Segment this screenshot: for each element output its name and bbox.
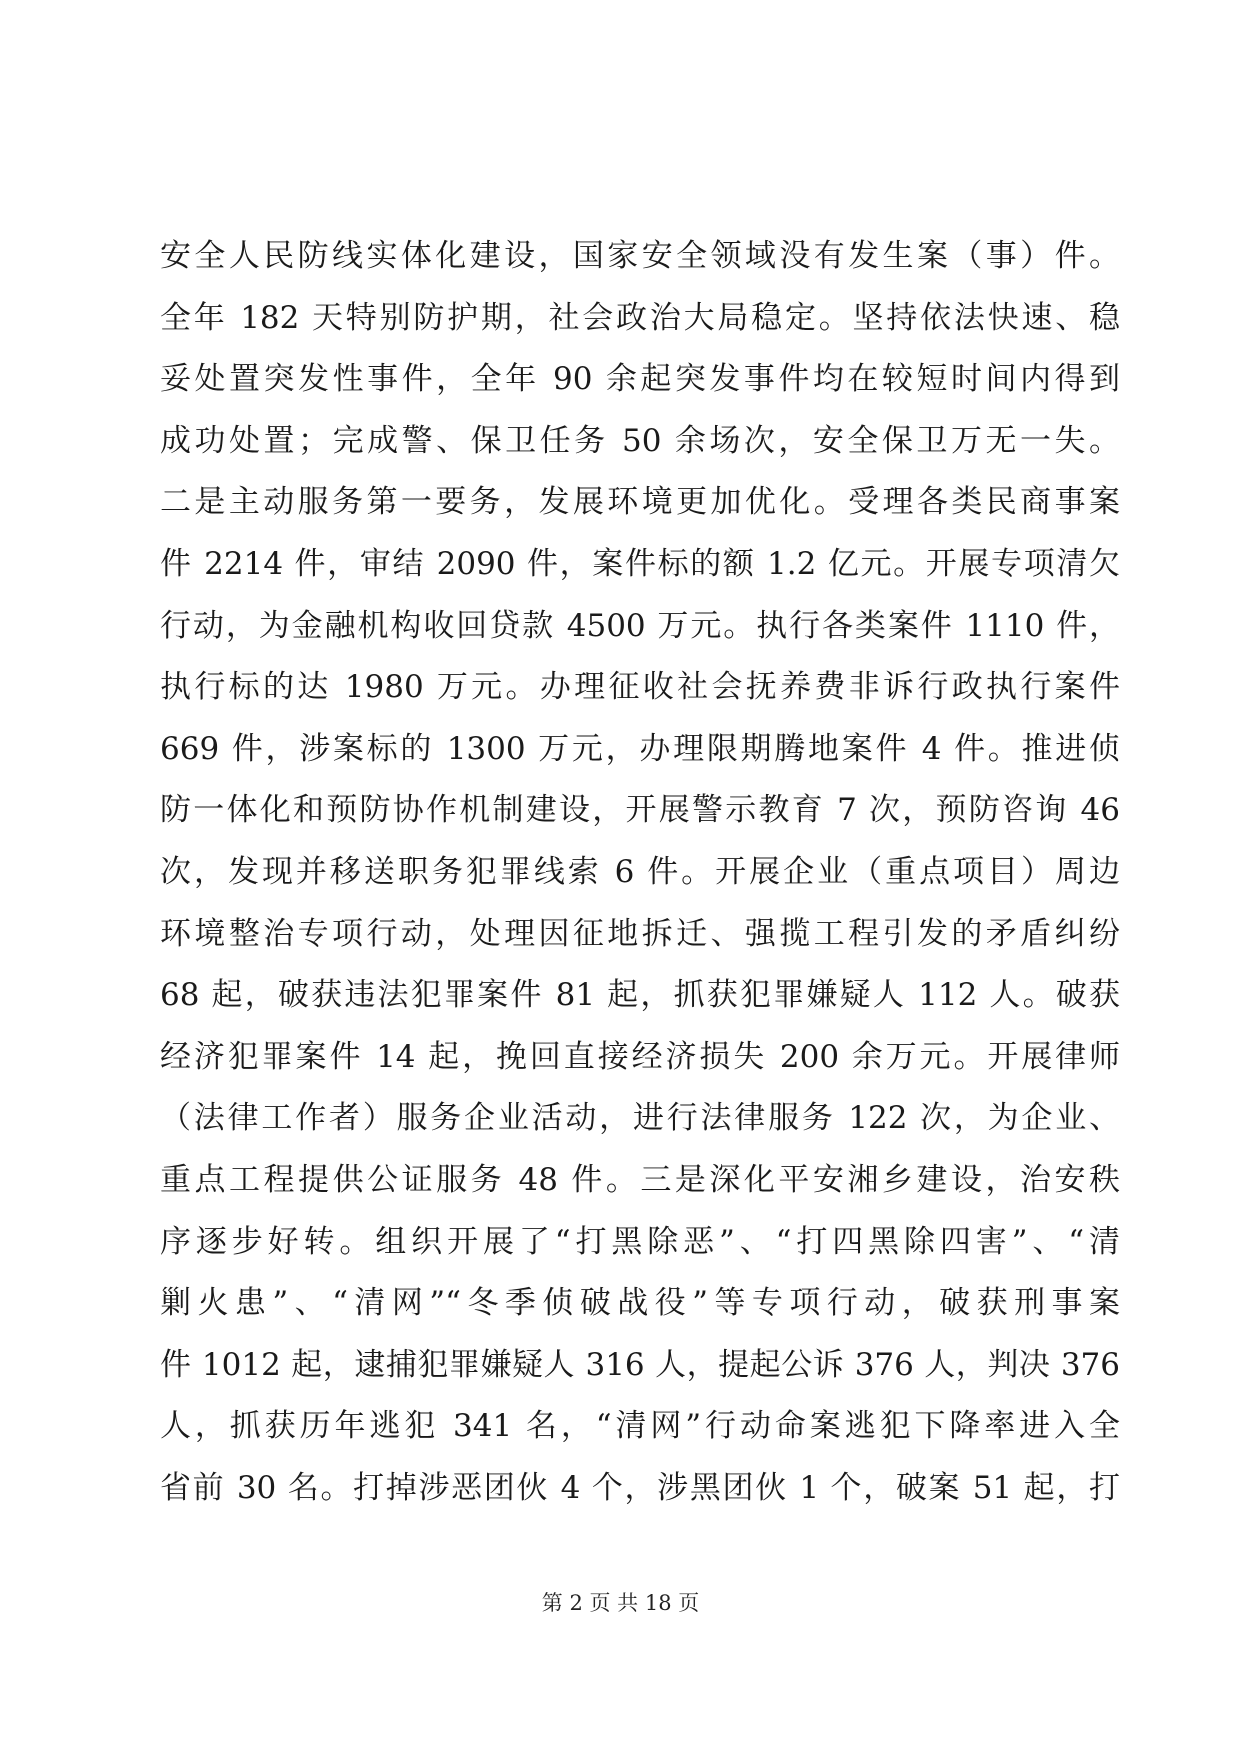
page-number-footer: 第 2 页 共 18 页 bbox=[541, 1591, 700, 1615]
text-line: 省前 30 名。打掉涉恶团伙 4 个，涉黑团伙 1 个，破案 51 起，打 bbox=[160, 1469, 1120, 1506]
text-line: 成功处置；完成警、保卫任务 50 余场次，安全保卫万无一失。 bbox=[160, 422, 1120, 459]
text-line: 执行标的达 1980 万元。办理征收社会抚养费非诉行政执行案件 bbox=[160, 669, 1120, 706]
text-line: 妥处置突发性事件，全年 90 余起突发事件均在较短时间内得到 bbox=[160, 361, 1120, 398]
text-line: 安全人民防线实体化建设，国家安全领域没有发生案（事）件。 bbox=[160, 238, 1120, 274]
text-line: 序逐步好转。组织开展了“打黑除恶”、“打四黑除四害”、“清 bbox=[160, 1223, 1120, 1260]
text-line: 件 2214 件，审结 2090 件，案件标的额 1.2 亿元。开展专项清欠 bbox=[160, 545, 1120, 582]
text-line: 行动，为金融机构收回贷款 4500 万元。执行各类案件 1110 件， bbox=[160, 607, 1120, 644]
text-line: 件 1012 起，逮捕犯罪嫌疑人 316 人，提起公诉 376 人，判决 376 bbox=[160, 1346, 1120, 1383]
text-line: 全年 182 天特别防护期，社会政治大局稳定。坚持依法快速、稳 bbox=[160, 299, 1120, 336]
text-line: 剿火患”、“清网”“冬季侦破战役”等专项行动，破获刑事案 bbox=[160, 1285, 1120, 1322]
text-line: （法律工作者）服务企业活动，进行法律服务 122 次，为企业、 bbox=[160, 1100, 1120, 1137]
text-line: 环境整治专项行动，处理因征地拆迁、强揽工程引发的矛盾纠纷 bbox=[160, 915, 1120, 952]
text-line: 人，抓获历年逃犯 341 名，“清网”行动命案逃犯下降率进入全 bbox=[160, 1408, 1120, 1445]
text-line: 次，发现并移送职务犯罪线索 6 件。开展企业（重点项目）周边 bbox=[160, 853, 1120, 890]
text-line: 重点工程提供公证服务 48 件。三是深化平安湘乡建设，治安秩 bbox=[160, 1161, 1120, 1198]
text-line: 二是主动服务第一要务，发展环境更加优化。受理各类民商事案 bbox=[160, 484, 1120, 521]
text-line: 68 起，破获违法犯罪案件 81 起，抓获犯罪嫌疑人 112 人。破获 bbox=[160, 977, 1120, 1014]
body-text bbox=[160, 226, 1120, 1519]
text-line: 经济犯罪案件 14 起，挽回直接经济损失 200 余万元。开展律师 bbox=[160, 1038, 1120, 1075]
text-line: 669 件，涉案标的 1300 万元，办理限期腾地案件 4 件。推进侦 bbox=[160, 730, 1120, 767]
text-line: 防一体化和预防协作机制建设，开展警示教育 7 次，预防咨询 46 bbox=[160, 792, 1120, 829]
